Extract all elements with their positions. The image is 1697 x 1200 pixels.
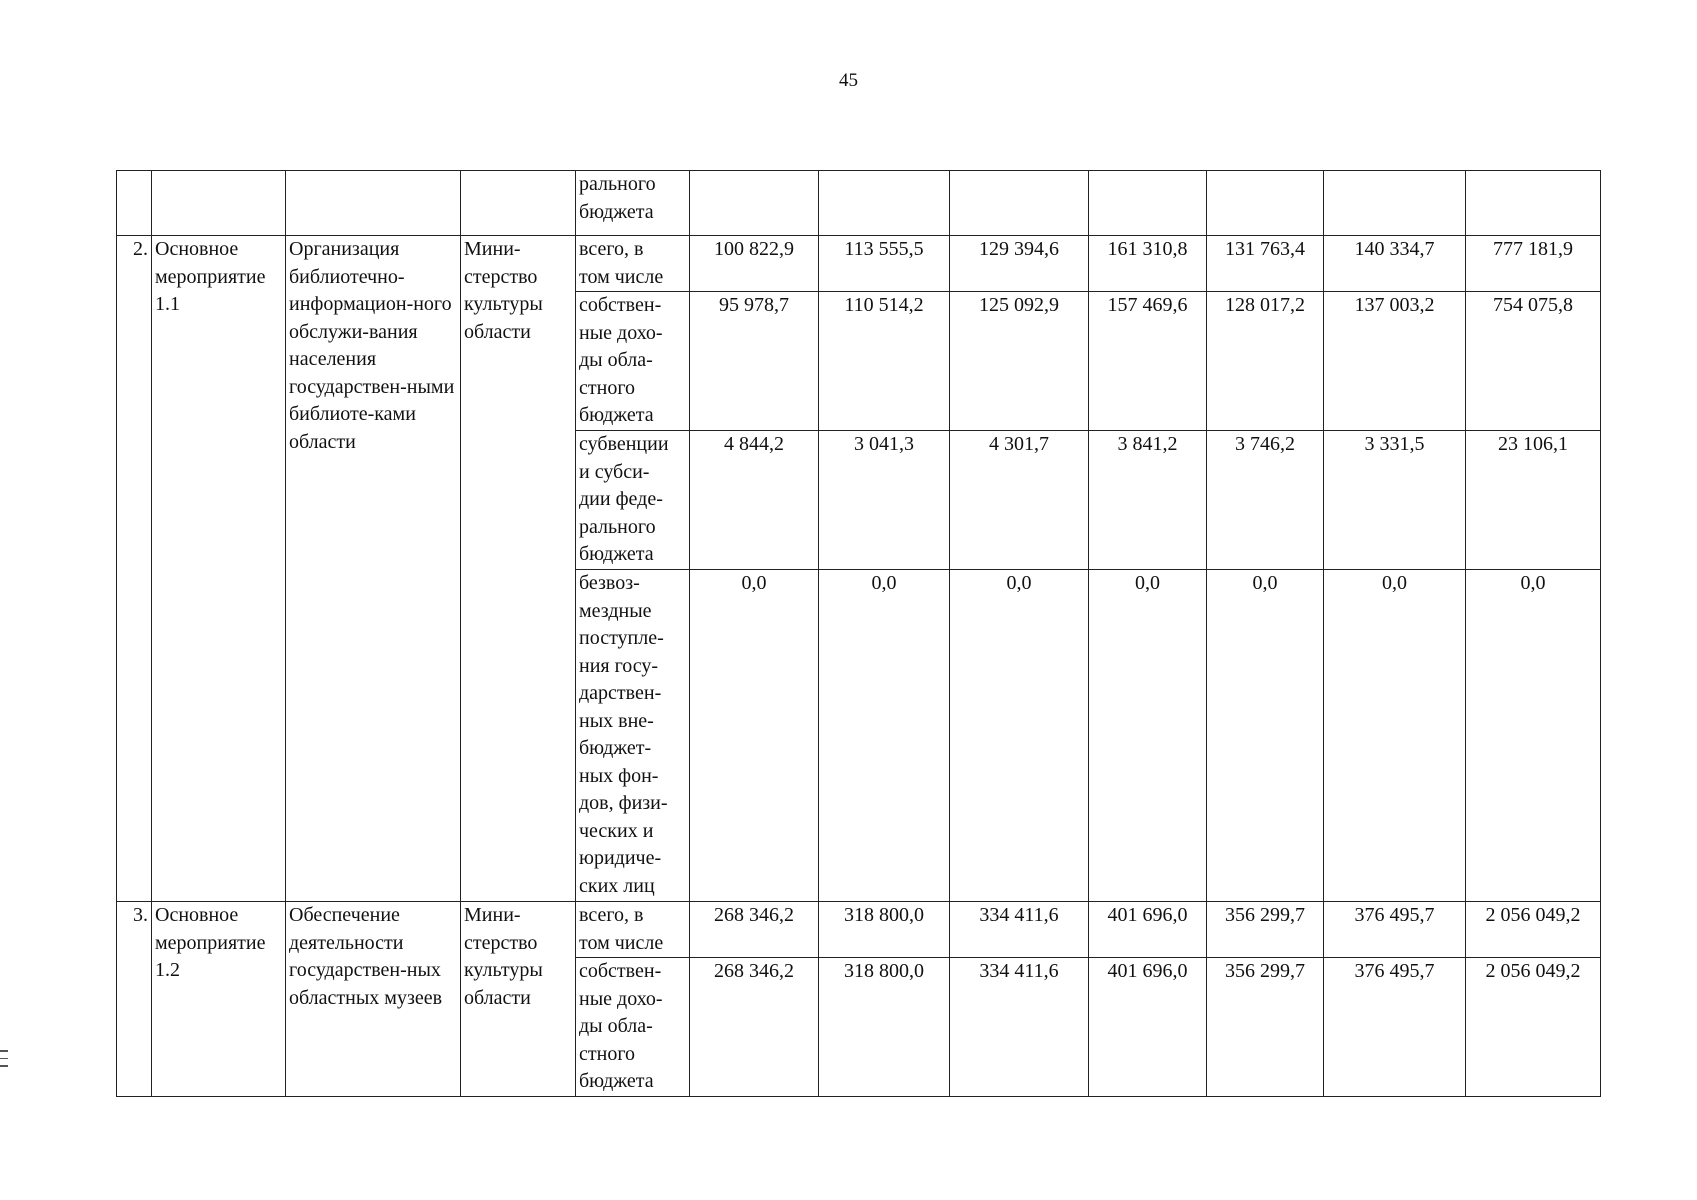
margin-tick: [0, 1065, 8, 1067]
cell-value: [1466, 171, 1601, 236]
cell-executor: Мини-стерство культуры области: [461, 236, 576, 902]
cell-event: [152, 171, 286, 236]
cell-value: [950, 171, 1089, 236]
cell-value: 2 056 049,2: [1466, 958, 1601, 1097]
cell-index: 2.: [117, 236, 152, 902]
table-row: [117, 902, 1601, 958]
cell-event: Основное мероприятие 1.1: [152, 236, 286, 902]
cell-value: 0,0: [950, 570, 1089, 902]
cell-value: 157 469,6: [1089, 292, 1207, 431]
table-row: [117, 236, 1601, 292]
cell-funding-type: собствен- ные дохо- ды обла- стного бюджета: [576, 292, 690, 431]
page-number: 45: [839, 70, 858, 91]
cell-event: Основное мероприятие 1.2: [152, 902, 286, 1097]
cell-value: 376 495,7: [1324, 958, 1466, 1097]
cell-value: 3 331,5: [1324, 431, 1466, 570]
cell-name: [286, 171, 461, 236]
cell-value: 0,0: [1466, 570, 1601, 902]
cell-value: 777 181,9: [1466, 236, 1601, 292]
budget-table: [116, 170, 1601, 1097]
cell-value: [690, 171, 819, 236]
cell-value: 0,0: [1207, 570, 1324, 902]
margin-tick: [0, 1050, 8, 1052]
cell-value: 100 822,9: [690, 236, 819, 292]
cell-value: 401 696,0: [1089, 902, 1207, 958]
cell-value: 3 841,2: [1089, 431, 1207, 570]
cell-value: 0,0: [690, 570, 819, 902]
cell-name: Обеспечение деятельности государствен-ных областных музеев: [286, 902, 461, 1097]
scan-margin-marks: [0, 1050, 10, 1073]
margin-tick: [0, 1058, 8, 1060]
cell-value: 128 017,2: [1207, 292, 1324, 431]
cell-value: 318 800,0: [819, 902, 950, 958]
cell-value: 0,0: [1089, 570, 1207, 902]
cell-value: 125 092,9: [950, 292, 1089, 431]
cell-value: [1207, 171, 1324, 236]
cell-value: 129 394,6: [950, 236, 1089, 292]
cell-index: [117, 171, 152, 236]
cell-value: 334 411,6: [950, 902, 1089, 958]
cell-value: 4 844,2: [690, 431, 819, 570]
cell-value: 113 555,5: [819, 236, 950, 292]
cell-funding-type: безвоз- мездные поступле- ния госу- дарствен- ных вне- бюджет- ных фон- дов, физи- ческих и юридиче- ских лиц: [576, 570, 690, 902]
cell-value: 318 800,0: [819, 958, 950, 1097]
cell-executor: Мини-стерство культуры области: [461, 902, 576, 1097]
table-row-continuation: [117, 171, 1601, 236]
cell-value: 401 696,0: [1089, 958, 1207, 1097]
cell-index: 3.: [117, 902, 152, 1097]
cell-value: 0,0: [1324, 570, 1466, 902]
cell-value: 0,0: [819, 570, 950, 902]
cell-value: 754 075,8: [1466, 292, 1601, 431]
cell-value: 376 495,7: [1324, 902, 1466, 958]
cell-value: 137 003,2: [1324, 292, 1466, 431]
cell-value: 268 346,2: [690, 958, 819, 1097]
cell-executor: [461, 171, 576, 236]
cell-value: 161 310,8: [1089, 236, 1207, 292]
cell-name: Организация библиотечно-информацион-ного обслужи-вания населения государствен-ными библиоте-ками области: [286, 236, 461, 902]
cell-value: [1324, 171, 1466, 236]
cell-value: 3 041,3: [819, 431, 950, 570]
cell-value: 268 346,2: [690, 902, 819, 958]
cell-value: 2 056 049,2: [1466, 902, 1601, 958]
cell-funding-type: всего, в том числе: [576, 236, 690, 292]
cell-value: 131 763,4: [1207, 236, 1324, 292]
cell-value: 356 299,7: [1207, 902, 1324, 958]
cell-funding-type: всего, в том числе: [576, 902, 690, 958]
cell-funding-type: рального бюджета: [576, 171, 690, 236]
cell-value: 110 514,2: [819, 292, 950, 431]
cell-value: 334 411,6: [950, 958, 1089, 1097]
cell-value: 140 334,7: [1324, 236, 1466, 292]
cell-value: [819, 171, 950, 236]
cell-value: 23 106,1: [1466, 431, 1601, 570]
cell-funding-type: собствен- ные дохо- ды обла- стного бюджета: [576, 958, 690, 1097]
cell-funding-type: субвенции и субси- дии феде- рального бюджета: [576, 431, 690, 570]
cell-value: 356 299,7: [1207, 958, 1324, 1097]
cell-value: [1089, 171, 1207, 236]
cell-value: 4 301,7: [950, 431, 1089, 570]
cell-value: 3 746,2: [1207, 431, 1324, 570]
cell-value: 95 978,7: [690, 292, 819, 431]
